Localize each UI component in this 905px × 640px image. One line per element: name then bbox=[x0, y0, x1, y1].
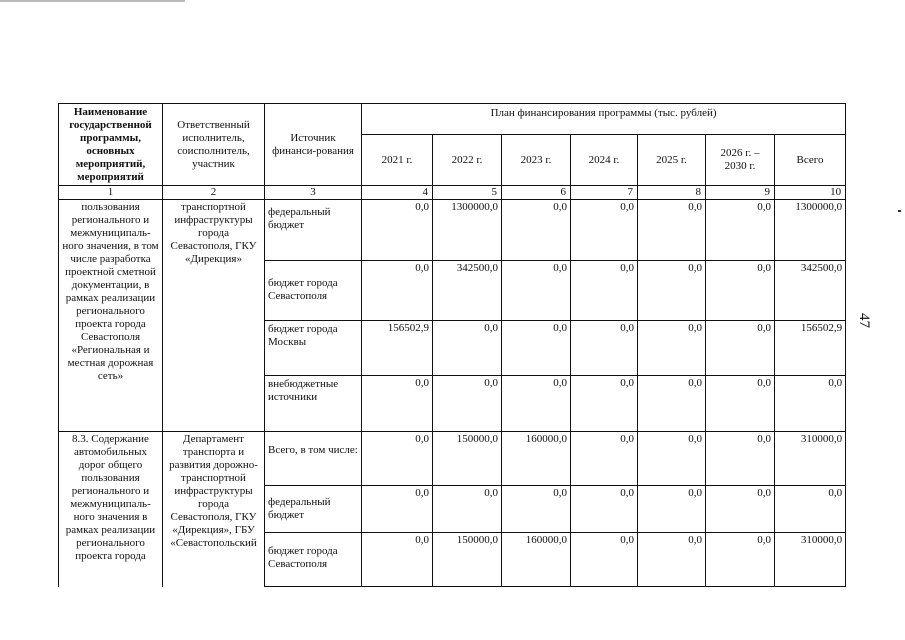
value-cell: 0,0 bbox=[638, 486, 706, 533]
source-cell: бюджет города Москвы bbox=[265, 321, 362, 376]
header-year: 2021 г. bbox=[362, 135, 433, 186]
value-cell: 150000,0 bbox=[433, 533, 502, 587]
value-cell: 0,0 bbox=[638, 321, 706, 376]
value-cell: 0,0 bbox=[362, 432, 433, 486]
source-cell: внебюджетные источники bbox=[265, 376, 362, 432]
value-cell: 0,0 bbox=[433, 376, 502, 432]
table-row bbox=[59, 432, 846, 486]
value-cell: 156502,9 bbox=[362, 321, 433, 376]
value-cell: 1300000,0 bbox=[433, 200, 502, 261]
column-index: 3 bbox=[265, 186, 362, 200]
value-cell: 0,0 bbox=[502, 486, 571, 533]
value-cell: 310000,0 bbox=[775, 432, 846, 486]
executor-cell: транспортной инфраструктуры города Севастополя, ГКУ «Дирекция» bbox=[163, 200, 265, 432]
value-cell: 0,0 bbox=[775, 376, 846, 432]
column-index: 1 bbox=[59, 186, 163, 200]
value-cell: 0,0 bbox=[571, 486, 638, 533]
value-cell: 156502,9 bbox=[775, 321, 846, 376]
value-cell: 0,0 bbox=[502, 321, 571, 376]
value-cell: 0,0 bbox=[638, 200, 706, 261]
value-cell: 310000,0 bbox=[775, 533, 846, 587]
value-cell: 0,0 bbox=[706, 432, 775, 486]
column-index: 10 bbox=[775, 186, 846, 200]
column-index: 4 bbox=[362, 186, 433, 200]
value-cell: 160000,0 bbox=[502, 432, 571, 486]
source-cell: федеральный бюджет bbox=[265, 486, 362, 533]
column-index: 7 bbox=[571, 186, 638, 200]
value-cell: 0,0 bbox=[502, 376, 571, 432]
value-cell: 0,0 bbox=[638, 376, 706, 432]
value-cell: 0,0 bbox=[706, 321, 775, 376]
value-cell: 0,0 bbox=[571, 261, 638, 321]
value-cell: 0,0 bbox=[571, 376, 638, 432]
value-cell: 0,0 bbox=[775, 486, 846, 533]
value-cell: 0,0 bbox=[706, 200, 775, 261]
column-index: 6 bbox=[502, 186, 571, 200]
value-cell: 0,0 bbox=[638, 432, 706, 486]
program-cell: пользования регионального и межмуниципаль-ного значения, в том числе разработка проектной сметной документации, в рамках реализации регионального проекта города Севастополя «Региональная и местная дорожная сеть» bbox=[59, 200, 163, 432]
source-cell: бюджет города Севастополя bbox=[265, 261, 362, 321]
header-row-1 bbox=[59, 104, 846, 135]
header-year: 2023 г. bbox=[502, 135, 571, 186]
column-index: 5 bbox=[433, 186, 502, 200]
value-cell: 0,0 bbox=[362, 486, 433, 533]
value-cell: 0,0 bbox=[638, 261, 706, 321]
page-number: 47 bbox=[856, 313, 872, 328]
value-cell: 0,0 bbox=[433, 321, 502, 376]
value-cell: 150000,0 bbox=[433, 432, 502, 486]
value-cell: 0,0 bbox=[706, 486, 775, 533]
program-cell: 8.3. Содержание автомобильных дорог общего пользования регионального и межмуниципаль-ного значения в рамках реализации регионального проекта города bbox=[59, 432, 163, 587]
source-cell: бюджет города Севастополя bbox=[265, 533, 362, 587]
source-cell: Всего, в том числе: bbox=[265, 432, 362, 486]
value-cell: 0,0 bbox=[706, 533, 775, 587]
value-cell: 0,0 bbox=[706, 376, 775, 432]
header-year: 2025 г. bbox=[638, 135, 706, 186]
header-program: Наименование государственной программы, основных мероприятий, мероприятий bbox=[59, 104, 163, 186]
value-cell: 0,0 bbox=[571, 200, 638, 261]
value-cell: 0,0 bbox=[638, 533, 706, 587]
source-cell: федеральный бюджет bbox=[265, 200, 362, 261]
value-cell: 0,0 bbox=[502, 200, 571, 261]
header-year: 2024 г. bbox=[571, 135, 638, 186]
scan-edge-line bbox=[0, 0, 185, 2]
value-cell: 0,0 bbox=[571, 321, 638, 376]
header-year: 2026 г. – 2030 г. bbox=[706, 135, 775, 186]
value-cell: 1300000,0 bbox=[775, 200, 846, 261]
scan-mark bbox=[898, 210, 901, 212]
value-cell: 0,0 bbox=[433, 486, 502, 533]
financing-table bbox=[58, 103, 846, 587]
header-plan-title: План финансирования программы (тыс. рублей) bbox=[362, 104, 846, 135]
table-row bbox=[59, 200, 846, 261]
header-source: Источник финанси-рования bbox=[265, 104, 362, 186]
value-cell: 0,0 bbox=[502, 261, 571, 321]
header-year: 2022 г. bbox=[433, 135, 502, 186]
value-cell: 342500,0 bbox=[433, 261, 502, 321]
column-index-row bbox=[59, 186, 846, 200]
header-executor: Ответственный исполнитель, соисполнитель, участник bbox=[163, 104, 265, 186]
column-index: 2 bbox=[163, 186, 265, 200]
value-cell: 0,0 bbox=[571, 432, 638, 486]
value-cell: 160000,0 bbox=[502, 533, 571, 587]
value-cell: 0,0 bbox=[362, 261, 433, 321]
value-cell: 0,0 bbox=[706, 261, 775, 321]
column-index: 8 bbox=[638, 186, 706, 200]
column-index: 9 bbox=[706, 186, 775, 200]
value-cell: 342500,0 bbox=[775, 261, 846, 321]
executor-cell: Департамент транспорта и развития дорожно-транспортной инфраструктуры города Севастополя, ГКУ «Дирекция», ГБУ «Севастопольский bbox=[163, 432, 265, 587]
header-total: Всего bbox=[775, 135, 846, 186]
value-cell: 0,0 bbox=[362, 200, 433, 261]
value-cell: 0,0 bbox=[362, 376, 433, 432]
value-cell: 0,0 bbox=[362, 533, 433, 587]
value-cell: 0,0 bbox=[571, 533, 638, 587]
